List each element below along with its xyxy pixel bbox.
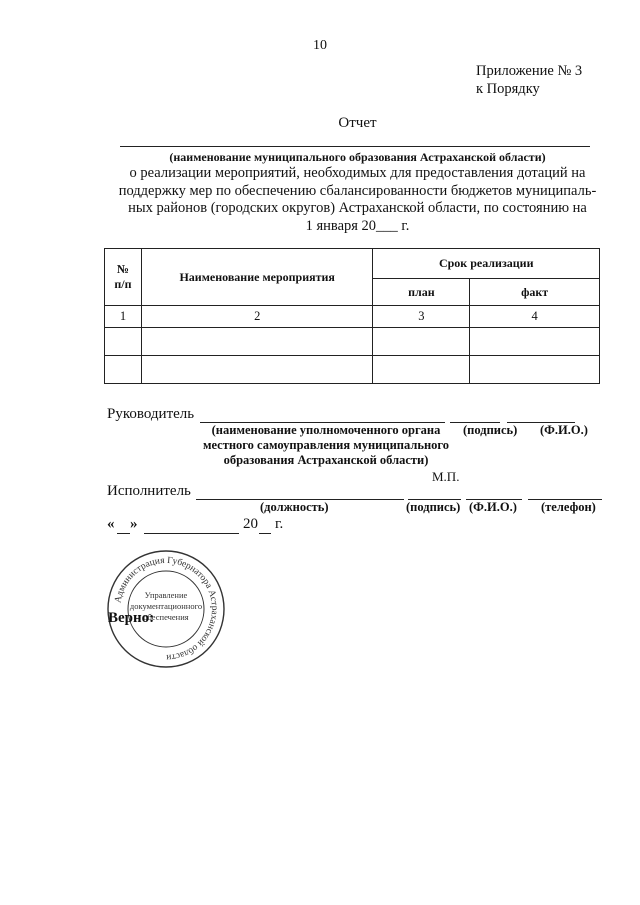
header-measure-name: Наименование мероприятия [141,249,373,306]
header-plan: план [373,279,470,306]
stamp-center-line: документационного [129,601,203,611]
executor-phone-hint: (телефон) [541,500,596,514]
table-row [105,356,600,384]
purpose-line: 1 января 20___ г. [305,217,410,234]
date-year-suffix: г. [275,516,284,532]
annex-line-1: Приложение № 3 [476,63,583,79]
date-quote-close: » [130,516,138,532]
head-label: Руководитель [107,406,195,422]
header-term: Срок реализации [373,249,600,279]
header-row-number: № п/п [105,249,142,306]
date-month-line [144,533,239,534]
numbering-cell: 3 [373,306,470,328]
page-number: 10 [313,38,327,53]
empty-cell [141,356,373,384]
measures-table [104,248,600,384]
municipality-fill-line [120,146,590,147]
purpose-line: о реализации мероприятий, необходимых для предоставления дотаций на [129,165,586,181]
annex-line-2: к Порядку [476,81,540,97]
empty-cell [373,328,470,356]
municipality-hint: (наименование муниципального образования Астраханской области) [169,150,546,164]
executor-fio-hint: (Ф.И.О.) [469,500,517,514]
date-year-line [259,533,271,534]
official-stamp [105,548,227,670]
empty-cell [470,356,600,384]
empty-cell [141,328,373,356]
annex-heading [476,62,582,98]
table-row [105,328,600,356]
stamp-center-line: обеспечения [143,612,189,622]
executor-position-hint: (должность) [260,500,329,514]
header-fact: факт [470,279,600,306]
head-fio-hint: (Ф.И.О.) [540,423,588,437]
numbering-cell: 4 [470,306,600,328]
head-signature-hint: (подпись) [463,423,518,437]
head-organ-hint: (наименование уполномоченного органа местного самоуправления муниципального образования Астраханской области) [202,423,450,467]
date-year-prefix: 20 [243,516,258,532]
purpose-line: поддержку мер по обеспечению сбалансированности бюджетов муниципаль- [118,182,597,199]
executor-label: Исполнитель [107,483,191,499]
empty-cell [105,328,142,356]
report-purpose [100,165,615,235]
numbering-cell: 1 [105,306,142,328]
empty-cell [105,356,142,384]
empty-cell [470,328,600,356]
purpose-line: ных районов (городских округов) Астраханской области, по состоянию на [128,200,587,216]
date-day-line [117,533,130,534]
date-quote-open: « [107,516,115,532]
stamp-center-line: Управление [144,590,188,600]
numbering-cell: 2 [141,306,373,328]
executor-signature-hint: (подпись) [406,500,461,514]
empty-cell [373,356,470,384]
stamp-ring-text: Администрация Губернатора Астраханской области [113,555,220,663]
seal-place: М.П. [432,469,460,484]
certified-label: Верно: [108,610,155,626]
report-title: Отчет [338,115,377,131]
